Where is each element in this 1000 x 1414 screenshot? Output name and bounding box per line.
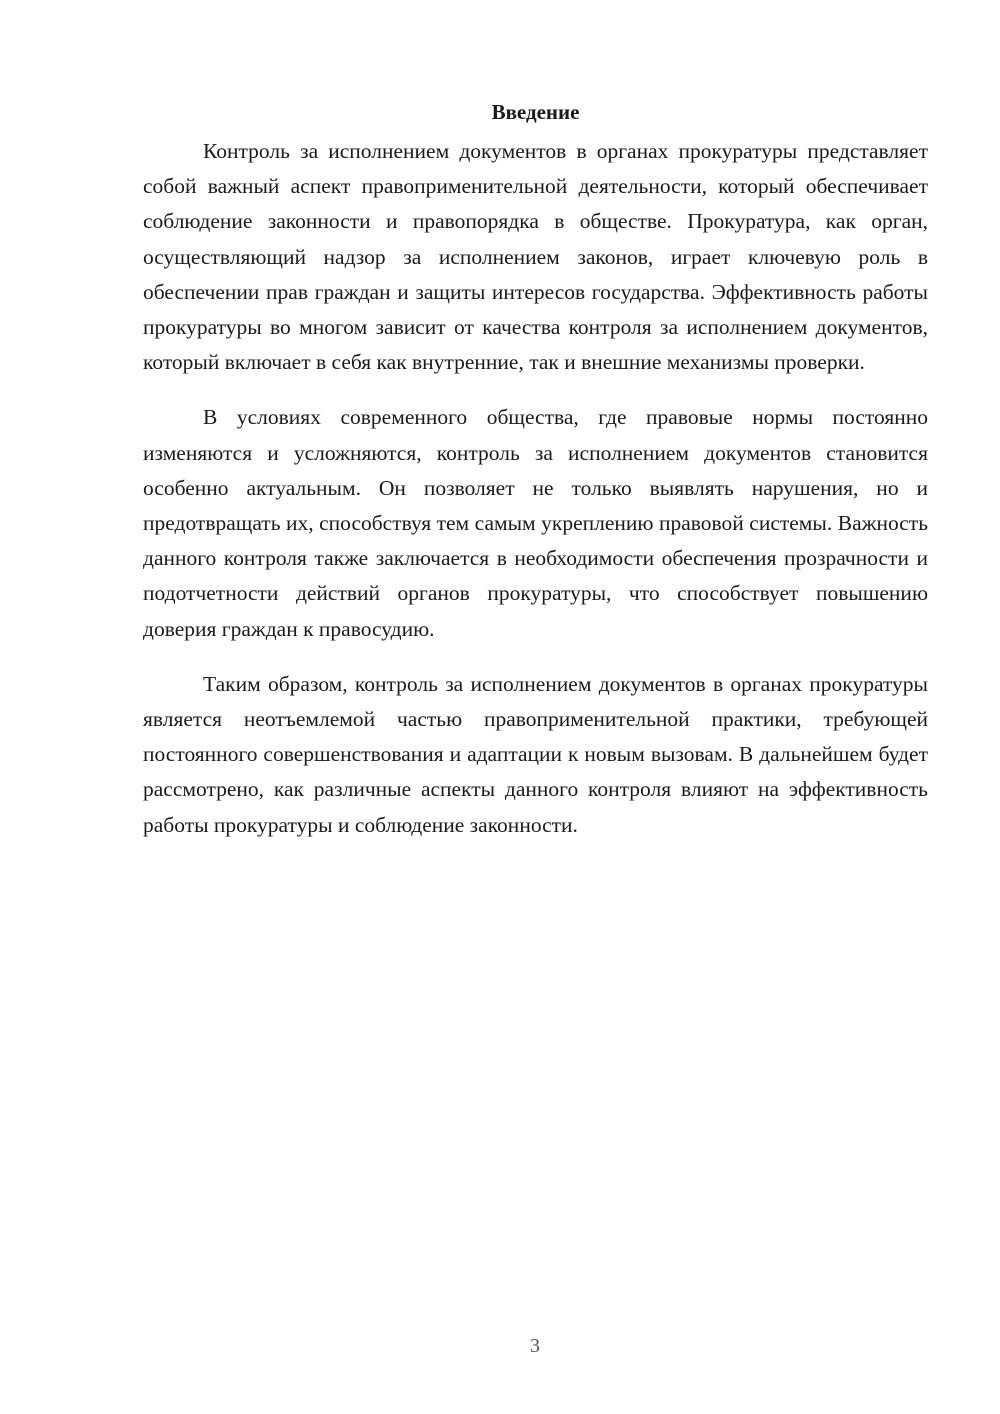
paragraph-2: В условиях современного общества, где правовые нормы постоянно изменяются и усложняются, контроль за исполнением документов становится особенно актуальным. Он позволяет не только выявлять нарушения, но и предотвращать их, способствуя тем самым укреплению правовой системы. Важность данного контроля также заключается в необходимости обеспечения прозрачности и подотчетности действий органов прокуратуры, что способствует повышению доверия граждан к правосудию. [143,405,928,641]
section-heading: Введение [491,100,580,124]
paragraph-3: Таким образом, контроль за исполнением документов в органах прокуратуры является неотъемлемой частью правоприменительной практики, требующей постоянного совершенствования и адаптации к новым вызовам. В дальнейшем будет рассмотрено, как различные аспекты данного контроля влияют на эффективность работы прокуратуры и соблюдение законности. [143,671,928,837]
paragraph-1: Контроль за исполнением документов в органах прокуратуры представляет собой важный аспект правоприменительной деятельности, который обеспечивает соблюдение законности и правопорядка в обществе. Прокуратура, как орган, осуществляющий надзор за исполнением законов, играет ключевую роль в обеспечении прав граждан и защиты интересов государства. Эффективность работы прокуратуры во многом зависит от качества контроля за исполнением документов, который включает в себя как внутренние, так и внешние механизмы проверки. [143,139,928,375]
page-number: 3 [530,1335,540,1357]
page-content [143,98,928,863]
